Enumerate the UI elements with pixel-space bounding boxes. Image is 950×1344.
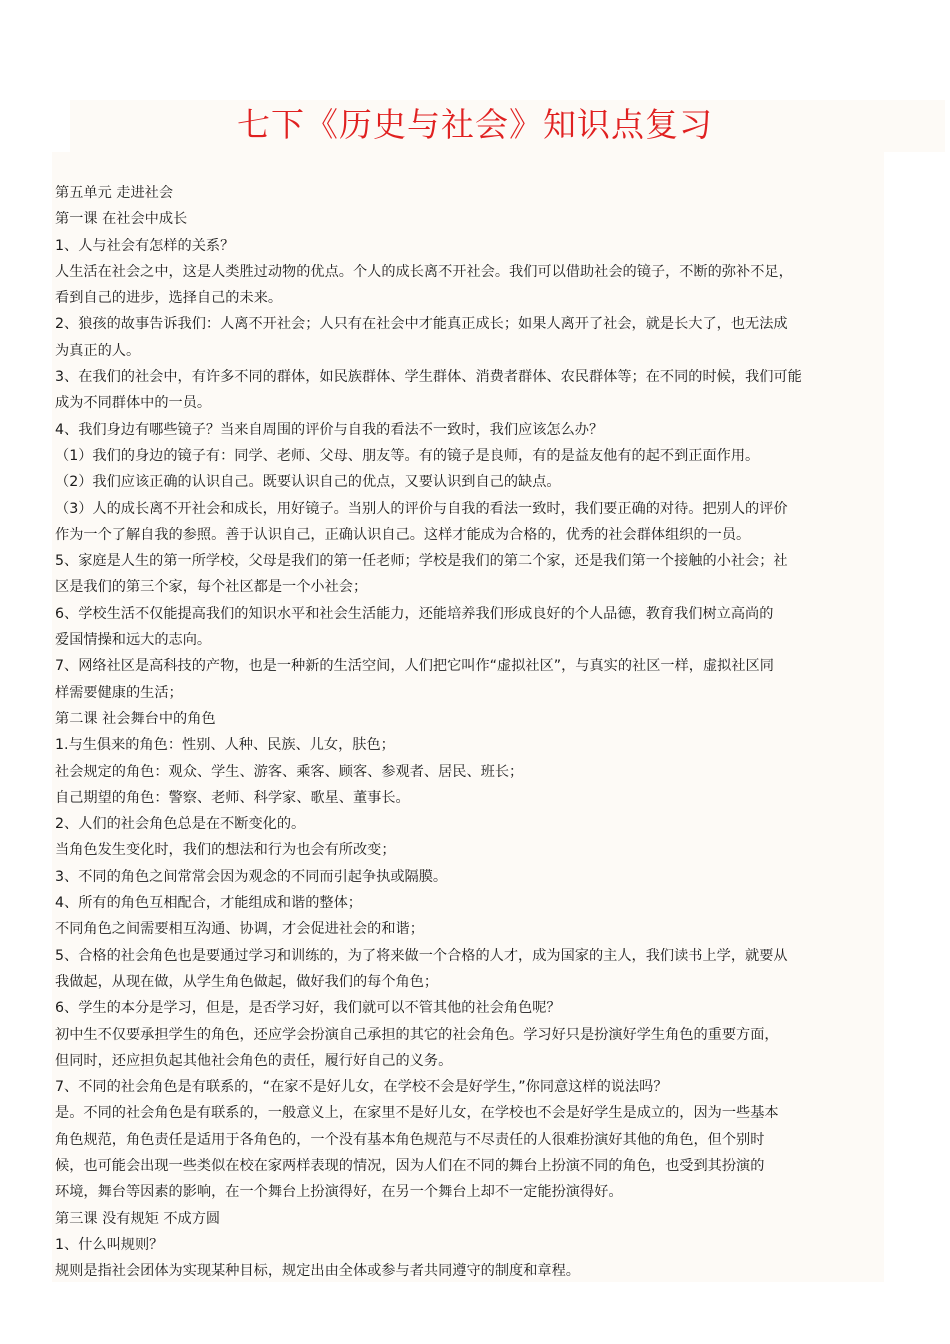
text-line: 但同时，还应担负起其他社会角色的责任，履行好自己的义务。 (55, 1052, 453, 1069)
text-line: 3、在我们的社会中，有许多不同的群体，如民族群体、学生群体、消费者群体、农民群体等；在不同的时候，我们可能 (55, 369, 802, 386)
text-line: 5、家庭是人生的第一所学校，父母是我们的第一任老师；学校是我们的第二个家，还是我们第一个接触的小社会；社 (55, 553, 788, 570)
page-title: 七下《历史与社会》知识点复习 (237, 105, 713, 144)
text-line: （3）人的成长离不开社会和成长，用好镜子。当别人的评价与自我的看法一致时，我们要正确的对待。把别人的评价 (55, 500, 788, 517)
text-line: （1）我们的身边的镜子有：同学、老师、父母、朋友等。有的镜子是良师，有的是益友他有的起不到正面作用。 (55, 447, 760, 464)
text-line: 5、合格的社会角色也是要通过学习和训练的，为了将来做一个合格的人才，成为国家的主人，我们读书上学，就要从 (55, 947, 788, 964)
text-line: 当角色发生变化时，我们的想法和行为也会有所改变； (55, 842, 396, 859)
text-line: 6、学校生活不仅能提高我们的知识水平和社会生活能力，还能培养我们形成良好的个人品德，教育我们树立高尚的 (55, 605, 774, 622)
text-line: 第五单元 走进社会 (55, 185, 174, 201)
text-line: 成为不同群体中的一员。 (55, 395, 212, 412)
text-line: （2）我们应该正确的认识自己。既要认识自己的优点，又要认识到自己的缺点。 (55, 474, 561, 491)
text-line: 角色规范，角色责任是适用于各角色的，一个没有基本角色规范与不尽责任的人很难扮演好其他的角色，但个别时 (55, 1131, 765, 1148)
text-line: 4、我们身边有哪些镜子？当来自周围的评价与自我的看法不一致时，我们应该怎么办？ (55, 421, 604, 438)
text-line: 4、所有的角色互相配合，才能组成和谐的整体； (55, 895, 362, 912)
text-line: 候，也可能会出现一些类似在校在家两样表现的情况，因为人们在不同的舞台上扮演不同的角色，也受到其扮演的 (55, 1157, 765, 1174)
text-line: 第二课 社会舞台中的角色 (55, 710, 216, 727)
text-line: 不同角色之间需要相互沟通、协调，才会促进社会的和谐； (55, 921, 424, 938)
text-line: 样需要健康的生活； (55, 684, 183, 701)
text-line: 自己期望的角色：警察、老师、科学家、歌星、董事长。 (55, 789, 410, 806)
text-line: 爱国情操和远大的志向。 (55, 632, 212, 649)
text-line: 作为一个了解自我的参照。善于认识自己，正确认识自己。这样才能成为合格的，优秀的社会群体组织的一员。 (55, 526, 751, 543)
text-line: 看到自己的进步，选择自己的未来。 (55, 290, 283, 307)
text-line: 是。不同的社会角色是有联系的，一般意义上，在家里不是好儿女，在学校也不会是好学生是成立的，因为一些基本 (55, 1105, 779, 1122)
document-body (55, 180, 895, 1284)
text-line: 初中生不仅要承担学生的角色，还应学会扮演自己承担的其它的社会角色。学习好只是扮演好学生角色的重要方面， (55, 1026, 779, 1043)
text-line: 7、网络社区是高科技的产物，也是一种新的生活空间，人们把它叫作“虚拟社区”，与真实的社区一样，虚拟社区同 (55, 658, 774, 675)
text-line: 2、狼孩的故事告诉我们：人离不开社会；人只有在社会中才能真正成长；如果人离开了社会，就是长大了，也无法成 (55, 316, 788, 333)
text-line: 区是我们的第三个家，每个社区都是一个小社会； (55, 579, 368, 596)
text-line: 1、人与社会有怎样的关系？ (55, 237, 235, 254)
text-line: 7、不同的社会角色是有联系的，“在家不是好儿女，在学校不会是好学生，”你同意这样的说法吗？ (55, 1079, 668, 1096)
text-line: 规则是指社会团体为实现某种目标，规定出由全体或参与者共同遵守的制度和章程。 (55, 1263, 580, 1280)
text-line: 环境，舞台等因素的影响，在一个舞台上扮演得好，在另一个舞台上却不一定能扮演得好。 (55, 1184, 623, 1201)
text-line: 第一课 在社会中成长 (55, 211, 188, 228)
text-line: 社会规定的角色：观众、学生、游客、乘客、顾客、参观者、居民、班长； (55, 763, 524, 780)
text-line: 为真正的人。 (55, 342, 141, 359)
text-line: 1.与生俱来的角色：性别、人种、民族、儿女，肤色； (55, 737, 395, 754)
text-line: 6、学生的本分是学习，但是，是否学习好，我们就可以不管其他的社会角色呢？ (55, 1000, 561, 1017)
text-line: 1、什么叫规则？ (55, 1236, 164, 1253)
text-line: 我做起，从现在做，从学生角色做起，做好我们的每个角色； (55, 973, 439, 990)
text-line: 3、不同的角色之间常常会因为观念的不同而引起争执或隔膜。 (55, 868, 448, 885)
text-line: 人生活在社会之中，这是人类胜过动物的优点。个人的成长离不开社会。我们可以借助社会的镜子，不断的弥补不足， (55, 263, 793, 280)
text-line: 2、人们的社会角色总是在不断变化的。 (55, 816, 306, 833)
text-line: 第三课 没有规矩 不成方圆 (55, 1210, 221, 1227)
